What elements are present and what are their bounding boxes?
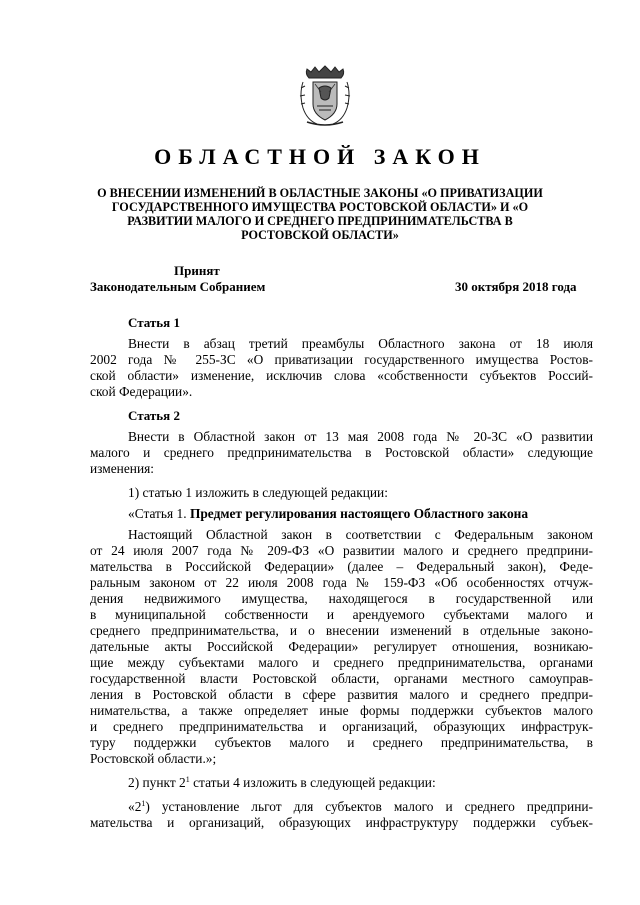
quoted-body-line: щие между субъектами малого и среднего предпринимательства, органами xyxy=(90,655,593,670)
quoted-body-line: нимательства, а также определяет иные формы поддержки субъектов малого xyxy=(90,703,593,718)
article-2-item-3 xyxy=(128,799,593,815)
quoted-body-line: дательные акты Российской Федерации» регулирует отношения, возникаю- xyxy=(90,639,593,654)
law-heading-line-3: РАЗВИТИИ МАЛОГО И СРЕДНЕГО ПРЕДПРИНИМАТЕЛЬСТВА В xyxy=(127,214,513,228)
item-3-text-rest: ) установление льгот для субъектов малого и среднего предприни- xyxy=(145,799,593,814)
article-1-line: 2002 года № 255-ЗС «О приватизации государственного имущества Ростов- xyxy=(90,352,593,367)
quoted-body-line: в муниципальной собственности и арендуемого субъектами малого и xyxy=(90,607,593,622)
adopted-label: Принят xyxy=(174,263,220,278)
item-2-text: 2) пункт 2 xyxy=(128,775,186,790)
quoted-body-line: мательства в Российской Федерации» (далее – Федеральный закон), Феде- xyxy=(90,559,593,574)
coat-of-arms-emblem xyxy=(297,64,353,128)
article-1-line: Внести в абзац третий преамбулы Областного закона от 18 июля xyxy=(128,336,593,351)
quoted-body-line: дения недвижимого имущества, находящегося в государственной или xyxy=(90,591,593,606)
quoted-article-prefix: «Статья 1. xyxy=(128,506,187,521)
quoted-body-line: туру поддержки субъектов малого и среднего предпринимательства, в xyxy=(90,735,593,750)
quoted-article-title: Предмет регулирования настоящего Областного закона xyxy=(189,506,529,521)
adopted-date: 30 октября 2018 года xyxy=(455,279,577,294)
quoted-article-heading xyxy=(128,506,593,522)
article-2-title: Статья 2 xyxy=(128,408,180,423)
item-3-superscript: 1 xyxy=(141,799,146,808)
quoted-body-line: среднего предпринимательства, и о внесении изменений в отдельные законо- xyxy=(90,623,593,638)
quoted-body-line: ральным законом от 22 июля 2008 года № 159-ФЗ «Об особенностях отчуж- xyxy=(90,575,593,590)
quoted-body-line: государственной власти Ростовской области, органами местного самоуправ- xyxy=(90,671,593,686)
article-1-title: Статья 1 xyxy=(128,315,180,330)
law-title: ОБЛАСТНОЙ ЗАКОН xyxy=(154,144,486,169)
adopted-by: Законодательным Собранием xyxy=(90,279,266,294)
article-2-intro-line: Внести в Областной закон от 13 мая 2008 года № 20-ЗС «О развитии xyxy=(128,429,593,444)
article-2-item-2 xyxy=(128,775,593,791)
law-heading-line-1: О ВНЕСЕНИИ ИЗМЕНЕНИЙ В ОБЛАСТНЫЕ ЗАКОНЫ «О ПРИВАТИЗАЦИИ xyxy=(97,186,543,200)
quoted-body-line: и среднего предпринимательства и организаций, образующих инфраструк- xyxy=(90,719,593,734)
quoted-body-line: от 24 июля 2007 года № 209-ФЗ «О развитии малого и среднего предприни- xyxy=(90,543,593,558)
item-3-text: «2 xyxy=(128,799,142,814)
law-heading-line-2: ГОСУДАРСТВЕННОГО ИМУЩЕСТВА РОСТОВСКОЙ ОБЛАСТИ» И «О xyxy=(111,200,529,214)
law-heading-line-4: РОСТОВСКОЙ ОБЛАСТИ» xyxy=(241,228,399,242)
quoted-body-line: Ростовской области.»; xyxy=(90,751,217,766)
article-1-line: ской области» изменение, исключив слова «собственности субъектов Россий- xyxy=(90,368,593,383)
article-2-item-1: 1) статью 1 изложить в следующей редакции: xyxy=(128,485,388,500)
quoted-body-line: ления в Ростовской области в сфере развития малого и среднего предпри- xyxy=(90,687,593,702)
item-2-superscript: 1 xyxy=(185,775,190,784)
article-2-intro-line: изменения: xyxy=(90,461,155,476)
article-1-line: ской Федерации». xyxy=(90,384,193,399)
item-2-text-rest: статьи 4 изложить в следующей редакции: xyxy=(189,775,436,790)
article-2-item-3-continued: мательства и организаций, образующих инфраструктуру поддержки субъек- xyxy=(90,815,593,830)
article-2-intro-line: малого и среднего предпринимательства в Ростовской области» следующие xyxy=(90,445,593,460)
quoted-body-line: Настоящий Областной закон в соответствии с Федеральным законом xyxy=(128,527,593,542)
